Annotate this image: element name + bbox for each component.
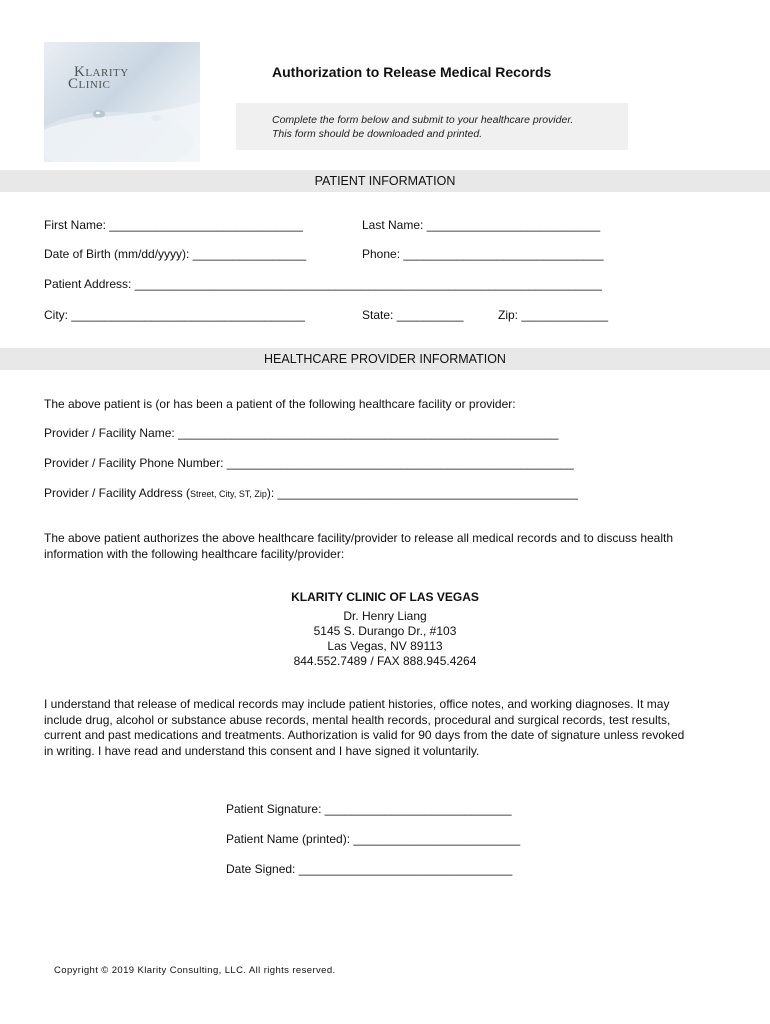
consent-line-4: in writing. I have read and understand this consent and I have signed it voluntarily. xyxy=(44,743,480,758)
dob-field[interactable]: Date of Birth (mm/dd/yyyy): _________________ xyxy=(44,247,307,261)
copyright-notice: Copyright © 2019 Klarity Consulting, LLC. All rights reserved. xyxy=(54,965,336,976)
consent-line-3: current and past medications and treatments. Authorization is valid for 90 days from the date of signature unless revoked xyxy=(44,728,685,742)
patient-name-printed-field[interactable]: Patient Name (printed): _________________________ xyxy=(226,832,521,846)
recipient-phone-fax: 844.552.7489 / FAX 888.945.4264 xyxy=(293,654,477,668)
last-name-field[interactable]: Last Name: __________________________ xyxy=(362,218,601,232)
authorization-line-1: The above patient authorizes the above healthcare facility/provider to release all medical records and to discuss health xyxy=(44,531,674,545)
patient-section-heading: PATIENT INFORMATION xyxy=(0,170,770,192)
date-signed-field[interactable]: Date Signed: ________________________________ xyxy=(226,862,513,876)
intro-line-2: This form should be downloaded and printed. xyxy=(272,128,483,140)
facility-address-label: Provider / Facility Address ( xyxy=(44,486,191,500)
recipient-doctor: Dr. Henry Liang xyxy=(343,609,427,623)
facility-name-field[interactable]: Provider / Facility Name: _________________________________________________________ xyxy=(44,426,559,440)
state-field[interactable]: State: __________ xyxy=(362,308,464,322)
recipient-name: KLARITY CLINIC OF LAS VEGAS xyxy=(291,590,479,604)
clinic-logo xyxy=(44,42,200,162)
recipient-city: Las Vegas, NV 89113 xyxy=(327,639,443,653)
patient-address-field[interactable]: Patient Address: ______________________________________________________________________ xyxy=(44,277,602,291)
water-drop-icon xyxy=(44,42,200,162)
patient-signature-field[interactable]: Patient Signature: ____________________________ xyxy=(226,802,512,816)
authorization-text xyxy=(44,531,724,562)
form-title: Authorization to Release Medical Records xyxy=(272,64,552,80)
phone-field[interactable]: Phone: ______________________________ xyxy=(362,247,604,261)
consent-line-1: I understand that release of medical records may include patient histories, office notes, and working diagnoses. It may xyxy=(44,697,670,711)
consent-line-2: include drug, alcohol or substance abuse records, mental health records, procedural and surgical records, test results, xyxy=(44,712,671,727)
city-field[interactable]: City: ___________________________________ xyxy=(44,308,305,322)
facility-phone-field[interactable]: Provider / Facility Phone Number: ____________________________________________________ xyxy=(44,456,574,470)
consent-text xyxy=(44,697,724,759)
first-name-field[interactable]: First Name: _____________________________ xyxy=(44,218,303,232)
intro-line-1: Complete the form below and submit to your healthcare provider. xyxy=(272,114,574,126)
recipient-street: 5145 S. Durango Dr., #103 xyxy=(313,624,457,638)
facility-address-field[interactable] xyxy=(44,486,578,500)
facility-address-hint: Street, City, ST, Zip xyxy=(190,489,267,499)
authorization-line-2: information with the following healthcare facility/provider: xyxy=(44,546,345,561)
facility-address-line: ): _____________________________________________ xyxy=(266,486,578,500)
logo-text-line2: Clinic xyxy=(68,76,111,92)
provider-intro: The above patient is (or has been a patient of the following healthcare facility or provider: xyxy=(44,397,516,411)
intro-box xyxy=(236,103,628,150)
logo-text-line1: Klarity xyxy=(74,64,129,80)
zip-field[interactable]: Zip: _____________ xyxy=(498,308,609,322)
provider-section-heading: HEALTHCARE PROVIDER INFORMATION xyxy=(0,348,770,370)
